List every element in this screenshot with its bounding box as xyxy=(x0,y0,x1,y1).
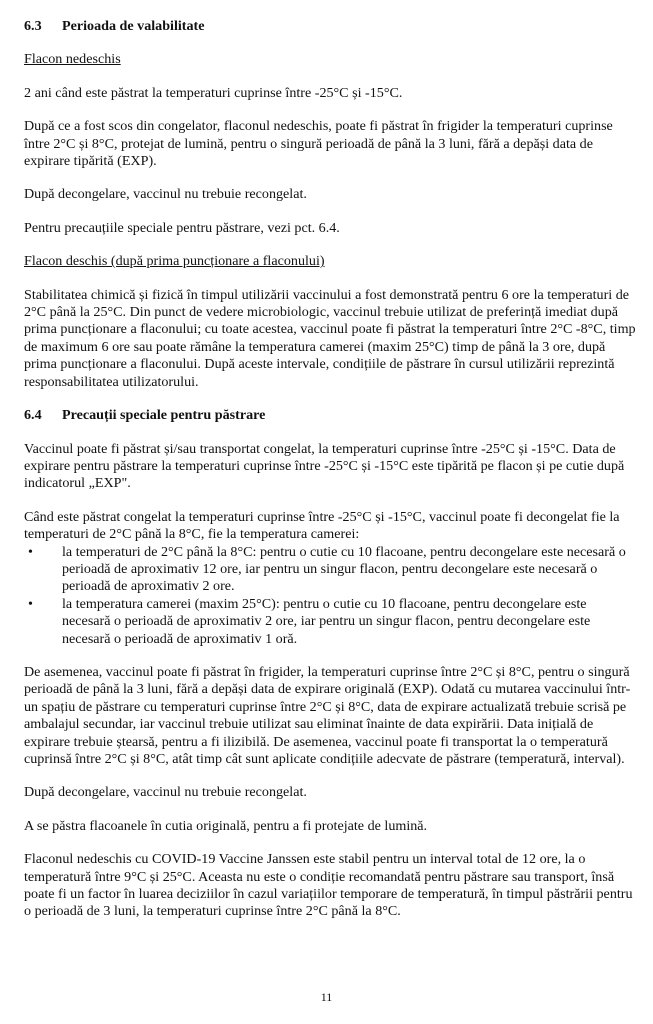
paragraph: Flaconul nedeschis cu COVID-19 Vaccine Janssen este stabil pentru un interval total de 12 ore, la o temperatură între 9°C și 25°C. Aceasta nu este o condiție recomandată pentru păstrare sau transport, însă poate fi un factor în luarea deciziilor în cazul variațiilor temporare de temperatură, în timpul păstrării pentru o perioadă de 3 luni, la temperaturi cuprinse între 2°C până la 8°C. xyxy=(24,851,633,920)
paragraph: După ce a fost scos din congelator, flaconul nedeschis, poate fi păstrat în frigider la temperaturi cuprinse între 2°C și 8°C, protejat de lumină, pentru o singură perioadă de până la 3 luni, fără a depăși data de expirare tipărită (EXP). xyxy=(24,118,613,170)
section-title: Precauții speciale pentru păstrare xyxy=(62,407,266,424)
paragraph: Pentru precauțiile speciale pentru păstrare, vezi pct. 6.4. xyxy=(24,219,340,236)
subheading-unopened-vial: Flacon nedeschis xyxy=(24,51,121,68)
document-page xyxy=(24,18,636,937)
paragraph: 2 ani când este păstrat la temperaturi cuprinse între -25°C și -15°C. xyxy=(24,84,403,101)
bullet-list xyxy=(24,544,636,648)
bullet-icon: • xyxy=(28,595,33,612)
paragraph: Vaccinul poate fi păstrat și/sau transportat congelat, la temperaturi cuprinse între -25°C și -15°C. Data de expirare pentru păstrare la temperaturi cuprinse între -25°C și -15°C este tipărită pe flacon și pe cutie după indicatorul „EXP". xyxy=(24,440,625,492)
section-heading-6-4 xyxy=(24,407,636,424)
list-item xyxy=(24,596,636,648)
section-heading-6-3 xyxy=(24,18,636,35)
subheading-opened-vial: Flacon deschis (după prima puncționare a flaconului) xyxy=(24,253,325,270)
section-number: 6.3 xyxy=(24,18,42,34)
bullet-icon: • xyxy=(28,543,33,560)
paragraph: A se păstra flacoanele în cutia originală, pentru a fi protejate de lumină. xyxy=(24,817,428,834)
paragraph: Stabilitatea chimică și fizică în timpul utilizării vaccinului a fost demonstrată pentru 6 ore la temperaturi de 2°C până la 25°C. Din punct de vedere microbiologic, vaccinul trebuie utilizat de preferință imediat după prima puncționare a flaconului; cu toate acestea, vaccinul poate fi păstrat la temperaturi între 2°C -8°C, timp de maximum 6 ore sau poate rămâne la temperatura camerei (maxim 25°C) timp de până la 3 ore, după prima puncționare a flaconului. După aceste intervale, condițiile de păstrare în cursul utilizării reprezintă responsabilitatea utilizatorului. xyxy=(24,286,636,390)
paragraph: Când este păstrat congelat la temperaturi cuprinse între -25°C și -15°C, vaccinul poate fi decongelat fie la temperaturi de 2°C până la 8°C, fie la temperatura camerei: xyxy=(24,508,620,543)
paragraph: De asemenea, vaccinul poate fi păstrat în frigider, la temperaturi cuprinse între 2°C și 8°C, pentru o singură perioadă de până la 3 luni, fără a depăși data de expirare originală (EXP). Odată cu mutarea vaccinului într-un spațiu de păstrare cu temperaturi cuprinse între 2°C și 8°C, data de expirare actualizată trebuie scrisă pe ambalajul secundar, iar vaccinul trebuie utilizat sau eliminat înainte de data expirării. Data inițială de expirare trebuie ștearsă, pentru a fi ilizibilă. De asemenea, vaccinul poate fi transportat la o temperatură cuprinsă între 2°C și 8°C, atât timp cât sunt aplicate condițiile adecvate de păstrare (temperatură, interval). xyxy=(24,663,631,767)
section-number: 6.4 xyxy=(24,407,42,424)
section-title: Perioada de valabilitate xyxy=(62,18,205,34)
list-item xyxy=(24,544,636,596)
paragraph: După decongelare, vaccinul nu trebuie recongelat. xyxy=(24,784,307,801)
list-item-text: la temperaturi de 2°C până la 8°C: pentru o cutie cu 10 flacoane, pentru decongelare este necesară o perioadă de aproximativ 12 ore, iar pentru un singur flacon, pentru decongelare este necesară o perioadă de aproximativ 2 ore. xyxy=(62,543,626,595)
page-number: 11 xyxy=(320,990,333,1004)
paragraph: După decongelare, vaccinul nu trebuie recongelat. xyxy=(24,186,307,203)
list-item-text: la temperatura camerei (maxim 25°C): pentru o cutie cu 10 flacoane, pentru decongelare este necesară o perioadă de aproximativ 2 ore, iar pentru un singur flacon, pentru decongelare este necesară o perioadă de aproximativ 1 oră. xyxy=(62,595,591,647)
